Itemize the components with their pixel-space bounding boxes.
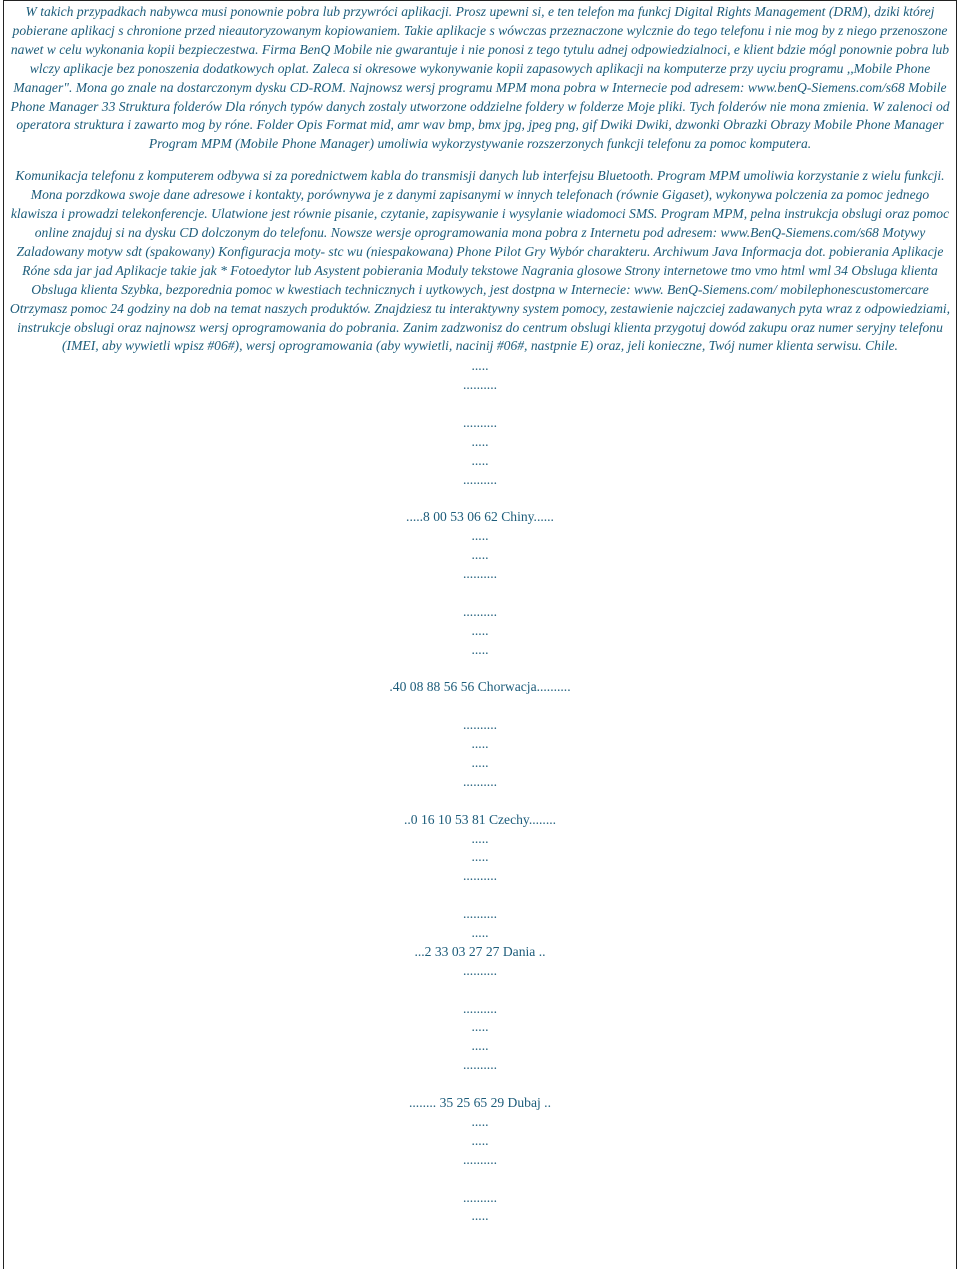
dot-line: .......... [463, 906, 497, 922]
dot-line: .......... [463, 773, 497, 789]
dot-line: ..... [471, 755, 489, 771]
dot-line: ..... [471, 1132, 489, 1148]
dot-line: ..... [471, 925, 489, 941]
dot-line: ..... [471, 1113, 489, 1129]
dot-line [4, 792, 956, 811]
dot-line: .......... [463, 868, 497, 884]
dot-line: ..... [471, 622, 489, 638]
dot-line [4, 697, 956, 716]
dot-line: ..... [471, 830, 489, 846]
phone-number-list [4, 357, 956, 1226]
dot-line: .40 08 88 56 56 Chorwacja.......... [389, 679, 571, 695]
dot-line: .......... [463, 717, 497, 733]
dot-line: .......... [463, 962, 497, 978]
paragraph-communication: Komunikacja telefonu z komputerem odbywa si za porednictwem kabla do transmisji danych lub interfejsu Bluetooth. Program MPM umoliwia korzystanie z wielu funkcji. Mona porzdkowa swoje dane adresowe i kontakty, porównywa je z danymi zapisanymi w innych telefonach (równie Gigaset), wykonywa polczenia za pomoc jednego klawisza i prowadzi telekonferencje. Ulatwione jest równie pisanie, czytanie, zapisywanie i wysylanie wiadomoci SMS. Program MPM, pelna instrukcja obslugi oraz pomoc online znajduj si na dysku CD dolczonym do telefonu. Nowsze wersje oprogramowania mona pobra z Internetu pod adresem: www.BenQ-Siemens.com/s68 Motywy Zaladowany motyw sdt (spakowany) Konfiguracja moty- stc wu (niespakowana) Phone Pilot Gry Wybór charakteru. Archiwum Java Informacja dot. pobierania Aplikacje Róne sda jar jad Aplikacje takie jak * Fotoedytor lub Asystent pobierania Moduly tekstowe Nagrania glosowe Strony internetowe tmo vmo html wml 34 Obsluga klienta Obsluga klienta Szybka, bezporednia pomoc w kwestiach technicznych i uytkowych, jest dostpna w Internecie: www. BenQ-Siemens.com/ mobilephonescustomercare Otrzymasz pomoc 24 godziny na dob na temat naszych produktów. Znajdziesz tu interaktywny system pomocy, zestawienie najczciej zadawanych pyta wraz z odpowiedziami, instrukcje obslugi oraz najnowsz wersj oprogramowania do pobrania. Zanim zadzwonisz do centrum obslugi klienta przygotuj dowód zakupu oraz numer seryjny telefonu (IMEI, aby wywietli wpisz #06#), wersj oprogramowania (aby wywietli, nacinij #06#, nastpnie E) oraz, jeli konieczne, Twój numer klienta serwisu. Chile. [9, 168, 951, 354]
dot-line [4, 1170, 956, 1189]
dot-line [4, 886, 956, 905]
dot-line: ..... [471, 1019, 489, 1035]
dot-line: .......... [463, 414, 497, 430]
dot-line: .......... [463, 1189, 497, 1205]
dot-line [4, 584, 956, 603]
dot-line: .......... [463, 1000, 497, 1016]
dot-line: ..... [471, 452, 489, 468]
dot-line: ..... [471, 1038, 489, 1054]
dot-line: .....8 00 53 06 62 Chiny...... [406, 509, 554, 525]
dot-line: ..... [471, 547, 489, 563]
dot-line [4, 660, 956, 679]
dot-line: .......... [463, 471, 497, 487]
dot-line: ..... [471, 849, 489, 865]
dot-line [4, 1075, 956, 1094]
dot-line: .......... [463, 1057, 497, 1073]
dot-line: .......... [463, 1151, 497, 1167]
dot-line [4, 490, 956, 509]
dot-line: ..0 16 10 53 81 Czechy........ [403, 811, 557, 827]
dot-line: ..... [471, 528, 489, 544]
dot-line [4, 395, 956, 414]
dot-line: .......... [463, 377, 497, 393]
dot-line: ........ 35 25 65 29 Dubaj .. [409, 1095, 551, 1111]
dot-line: .......... [463, 566, 497, 582]
dot-line: ..... [471, 358, 489, 374]
dot-line: ..... [471, 1208, 489, 1224]
dot-line: ...2 33 03 27 27 Dania .. [414, 943, 546, 959]
dot-line [4, 981, 956, 1000]
dot-line: ..... [471, 641, 489, 657]
dot-line: ..... [471, 736, 489, 752]
dot-line: ..... [471, 433, 489, 449]
document-page [3, 0, 957, 1269]
paragraph-intro: W takich przypadkach nabywca musi ponownie pobra lub przywróci aplikacji. Prosz upewni si, e ten telefon ma funkcj Digital Rights Management (DRM), dziki której pobierane aplikacj s chronione przed nieautoryzowanym kopiowaniem. Takie aplikacje s wówczas przeznaczone wylcznie do tego telefonu i nie mog by z niego przenoszone nawet w celu wykonania kopii bezpieczestwa. Firma BenQ Mobile nie gwarantuje i nie ponosi z tego tytulu adnej odpowiedzialnoci, e klient bdzie mógl ponownie pobra lub wlczy aplikacje bez ponoszenia dodatkowych oplat. Zaleca si okresowe wykonywanie kopii zapasowych aplikacji na komputerze przy uyciu programu ,,Mobile Phone Manager". Mona go znale na dostarczonym dysku CD-ROM. Najnowsz wersj programu MPM mona pobra w Internecie pod adresem: www.benQ-Siemens.com/s68 Mobile Phone Manager 33 Struktura folderów Dla rónych typów danych zostaly utworzone oddzielne foldery w folderze Moje pliki. Tych folderów nie mona zmienia. W zalenoci od operatora struktura i zawarto mog by róne. Folder Opis Format mid, amr wav bmp, bmx jpg, jpeg png, gif Dwiki Dwiki, dzwonki Obrazki Obrazy Mobile Phone Manager Program MPM (Mobile Phone Manager) umoliwia wykorzystywanie rozszerzonych funkcji telefonu za pomoc komputera. [10, 4, 950, 152]
dot-line: .......... [463, 603, 497, 619]
